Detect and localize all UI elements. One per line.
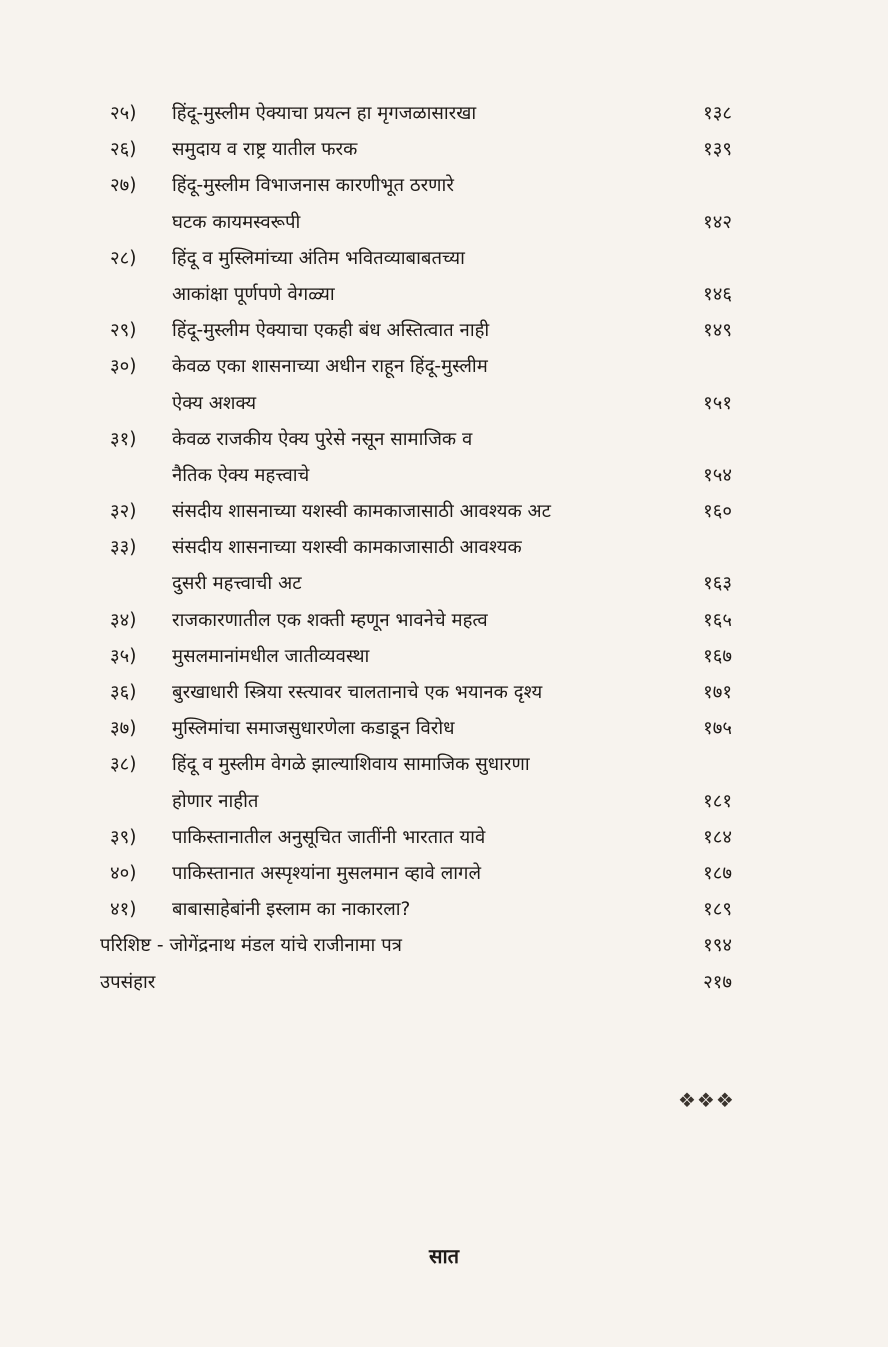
toc-entry-page-number: १५४ (703, 464, 732, 486)
toc-entry-page-number: १६० (703, 501, 732, 523)
toc-entry-title: आकांक्षा पूर्णपणे वेगळ्या (172, 283, 335, 305)
toc-entry-number: ३७) (110, 718, 137, 740)
toc-entry-page-number: १४९ (703, 320, 732, 342)
toc-row (100, 241, 740, 277)
toc-entry-number: ३३) (110, 537, 137, 559)
toc-entry-number: ३६) (110, 682, 137, 703)
toc-row (100, 639, 740, 675)
toc-entry-page-number: १६३ (703, 573, 732, 595)
toc-entry-title: हिंदू-मुस्लीम ऐक्याचा प्रयत्न हा मृगजळासारखा (172, 103, 477, 124)
toc-row (100, 96, 740, 132)
toc-entry-title: केवळ एका शासनाच्या अधीन राहून हिंदू-मुस्लीम (172, 356, 488, 378)
toc-entry-page-number: १४२ (703, 211, 732, 233)
toc-entry-number: २८) (110, 247, 137, 269)
toc-entry-title: घटक कायमस्वरूपी (172, 211, 301, 233)
toc-entry-number: ३२) (110, 501, 137, 523)
toc-entry-number: ४१) (110, 899, 137, 921)
toc-entry-number: ३५) (110, 645, 137, 667)
toc-entry-title: बाबासाहेबांनी इस्लाम का नाकारला? (172, 899, 411, 921)
toc-row (100, 675, 740, 711)
toc-entry-page-number: १४६ (703, 283, 732, 305)
toc-entry-page-number: १८४ (703, 826, 732, 848)
toc-entry-page-number: १६५ (703, 609, 732, 631)
toc-entry-page-number: १९४ (703, 935, 732, 957)
toc-entry-number: ३०) (110, 356, 137, 378)
toc-entry-title: राजकारणातील एक शक्ती म्हणून भावनेचे महत्व (172, 609, 488, 631)
toc-entry-title: पाकिस्तानातील अनुसूचित जातींनी भारतात यावे (172, 826, 486, 848)
toc-entry-title: बुरखाधारी स्त्रिया रस्त्यावर चालतानाचे एक भयानक दृश्य (172, 682, 543, 703)
toc-row (100, 856, 740, 892)
toc-entry-title: मुसलमानांमधील जातीव्यवस्था (172, 645, 370, 667)
toc-row (100, 530, 740, 566)
toc-row (100, 747, 740, 783)
toc-entry-number: ३१) (110, 428, 137, 450)
toc-row (100, 892, 740, 928)
toc-entry-number: ३८) (110, 754, 137, 776)
toc-row (100, 784, 740, 820)
toc-entry-title: परिशिष्ट - जोगेंद्रनाथ मंडल यांचे राजीनामा पत्र (100, 935, 402, 957)
toc-entry-title: संसदीय शासनाच्या यशस्वी कामकाजासाठी आवश्यक (172, 537, 522, 559)
toc-entry-title: पाकिस्तानात अस्पृश्यांना मुसलमान व्हावे लागले (172, 862, 482, 884)
toc-row (100, 965, 740, 1001)
toc-row (100, 168, 740, 204)
toc-row (100, 277, 740, 313)
toc-entry-page-number: १७५ (703, 718, 732, 740)
toc-row (100, 132, 740, 168)
toc-row (100, 349, 740, 385)
toc-entry-title: हिंदू-मुस्लीम विभाजनास कारणीभूत ठरणारे (172, 175, 454, 197)
toc-entry-number: २६) (110, 139, 137, 161)
toc-entry-title: होणार नाहीत (172, 790, 259, 812)
toc-entry-title: उपसंहार (100, 971, 156, 993)
toc-row (100, 205, 740, 241)
toc-entry-title: हिंदू व मुस्लीम वेगळे झाल्याशिवाय सामाजिक सुधारणा (172, 754, 530, 776)
toc-entry-page-number: १८७ (703, 862, 732, 884)
toc-row (100, 928, 740, 964)
toc-row (100, 494, 740, 530)
toc-row (100, 711, 740, 747)
toc-entry-page-number: २१७ (703, 971, 732, 993)
toc-row (100, 820, 740, 856)
toc-row (100, 313, 740, 349)
toc-entry-title: नैतिक ऐक्य महत्त्वाचे (172, 464, 310, 486)
toc-entry-page-number: १६७ (703, 645, 732, 667)
toc-row (100, 566, 740, 602)
toc-entry-title: हिंदू व मुस्लिमांच्या अंतिम भवितव्याबाबतच्या (172, 247, 465, 269)
toc-entry-title: दुसरी महत्त्वाची अट (172, 573, 302, 595)
toc-entry-title: हिंदू-मुस्लीम ऐक्याचा एकही बंध अस्तित्वात नाही (172, 320, 490, 342)
toc-row (100, 386, 740, 422)
toc-entry-number: २९) (110, 320, 137, 342)
toc-entry-page-number: १८९ (703, 899, 732, 921)
toc-entry-number: २७) (110, 175, 137, 197)
toc-entry-title: केवळ राजकीय ऐक्य पुरेसे नसून सामाजिक व (172, 428, 473, 450)
toc-entry-title: ऐक्य अशक्य (172, 392, 257, 414)
toc-entry-number: २५) (110, 103, 137, 124)
toc-entry-title: समुदाय व राष्ट्र यातील फरक (172, 139, 358, 161)
toc-row (100, 458, 740, 494)
toc-entry-page-number: १३९ (703, 139, 732, 161)
page-footer-number: सात (428, 1244, 460, 1268)
toc-entry-title: संसदीय शासनाच्या यशस्वी कामकाजासाठी आवश्यक अट (172, 501, 551, 523)
toc-entry-number: ४०) (110, 862, 137, 884)
toc-row (100, 422, 740, 458)
toc-entry-number: ३९) (110, 826, 137, 848)
table-of-contents (100, 96, 740, 1001)
toc-row (100, 603, 740, 639)
toc-entry-page-number: १३८ (703, 103, 732, 124)
toc-entry-page-number: १७१ (703, 682, 732, 703)
toc-entry-page-number: १८१ (703, 790, 732, 812)
toc-entry-number: ३४) (110, 609, 137, 631)
toc-entry-page-number: १५१ (703, 392, 732, 414)
toc-entry-title: मुस्लिमांचा समाजसुधारणेला कडाडून विरोध (172, 718, 455, 740)
section-end-ornament: ❖❖❖ (678, 1088, 735, 1112)
